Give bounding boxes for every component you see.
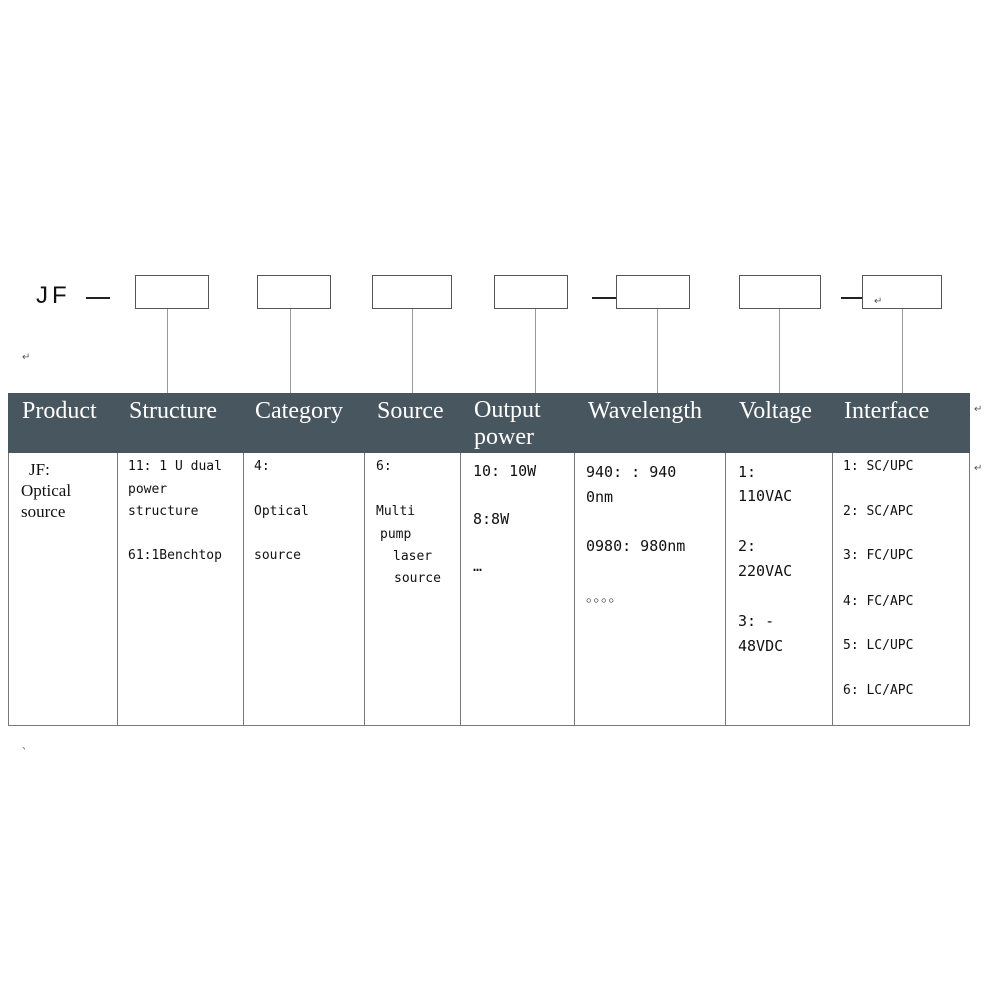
header-category: Category [255,398,343,424]
code-box-structure [135,275,209,309]
code-box-source [372,275,452,309]
cell-line: 4: [254,459,270,474]
table-border-right [969,453,970,726]
cell-line: 6: [376,459,392,474]
cell-line: 0nm [586,488,614,506]
connector-interface [902,309,903,393]
code-dash-1 [86,297,110,299]
header-structure: Structure [129,398,217,424]
cell-line: 5: LC/UPC [843,638,914,653]
paragraph-mark: ↵ [22,352,31,363]
header-wavelength: Wavelength [588,398,703,424]
cell-line: source [394,571,441,586]
connector-voltage [779,309,780,393]
header-output-power: Output power [474,397,541,450]
table-border [364,453,365,726]
cell-line: 。。。。 [586,587,624,605]
table-border [832,453,833,726]
connector-category [290,309,291,393]
paragraph-mark: ↵ [874,296,883,307]
cell-line: Multi [376,504,416,519]
cell-line: 11: 1 U dual [128,459,222,474]
paragraph-mark: 、 [22,741,32,752]
cell-line: 110VAC [738,487,793,505]
cell-line: source [254,548,301,563]
table-border [117,453,118,726]
cell-line: 0980: 980nm [586,537,686,555]
header-product: Product [22,398,97,424]
cell-line: 3: - [738,612,775,630]
table-border [725,453,726,726]
cell-line: 2: SC/APC [843,504,914,519]
code-box-voltage [739,275,821,309]
connector-source [412,309,413,393]
code-prefix: JF [36,282,71,309]
cell-line: source [21,502,66,521]
cell-line: 940: : 940 [586,463,677,481]
code-box-wavelength [616,275,690,309]
cell-line: Optical [254,504,309,519]
cell-line: 1: [738,463,757,481]
cell-line: 61:1Benchtop [128,548,222,563]
table-border [460,453,461,726]
connector-structure [167,309,168,393]
connector-output-power [535,309,536,393]
header-source: Source [377,398,444,424]
table-border [243,453,244,726]
cell-line: Optical [21,481,72,500]
cell-line: 2: [738,537,757,555]
cell-line: 10: 10W [473,462,537,480]
table-header [8,393,970,453]
code-dash-2 [592,297,616,299]
cell-line: 1: SC/UPC [843,459,914,474]
header-interface: Interface [844,398,930,424]
cell-line: power [128,482,168,497]
header-voltage: Voltage [739,398,812,424]
cell-line: laser [393,549,433,564]
code-dash-3 [841,297,863,299]
code-box-category [257,275,331,309]
paragraph-mark: ↵ [974,404,983,415]
cell-line: 8:8W [473,510,510,528]
paragraph-mark: ↵ [974,463,983,474]
table-border [574,453,575,726]
cell-line: structure [128,504,199,519]
connector-wavelength [657,309,658,393]
cell-line: … [473,557,483,575]
cell-line: 6: LC/APC [843,683,914,698]
table-border-bottom [8,725,970,726]
cell-line: 3: FC/UPC [843,548,914,563]
cell-line: 48VDC [738,637,784,655]
cell-line: JF: [29,460,50,479]
code-box-output-power [494,275,568,309]
cell-line: 4: FC/APC [843,594,914,609]
cell-product [21,459,71,522]
cell-line: 220VAC [738,562,793,580]
table-border-left [8,453,9,726]
cell-line: pump [380,527,412,542]
